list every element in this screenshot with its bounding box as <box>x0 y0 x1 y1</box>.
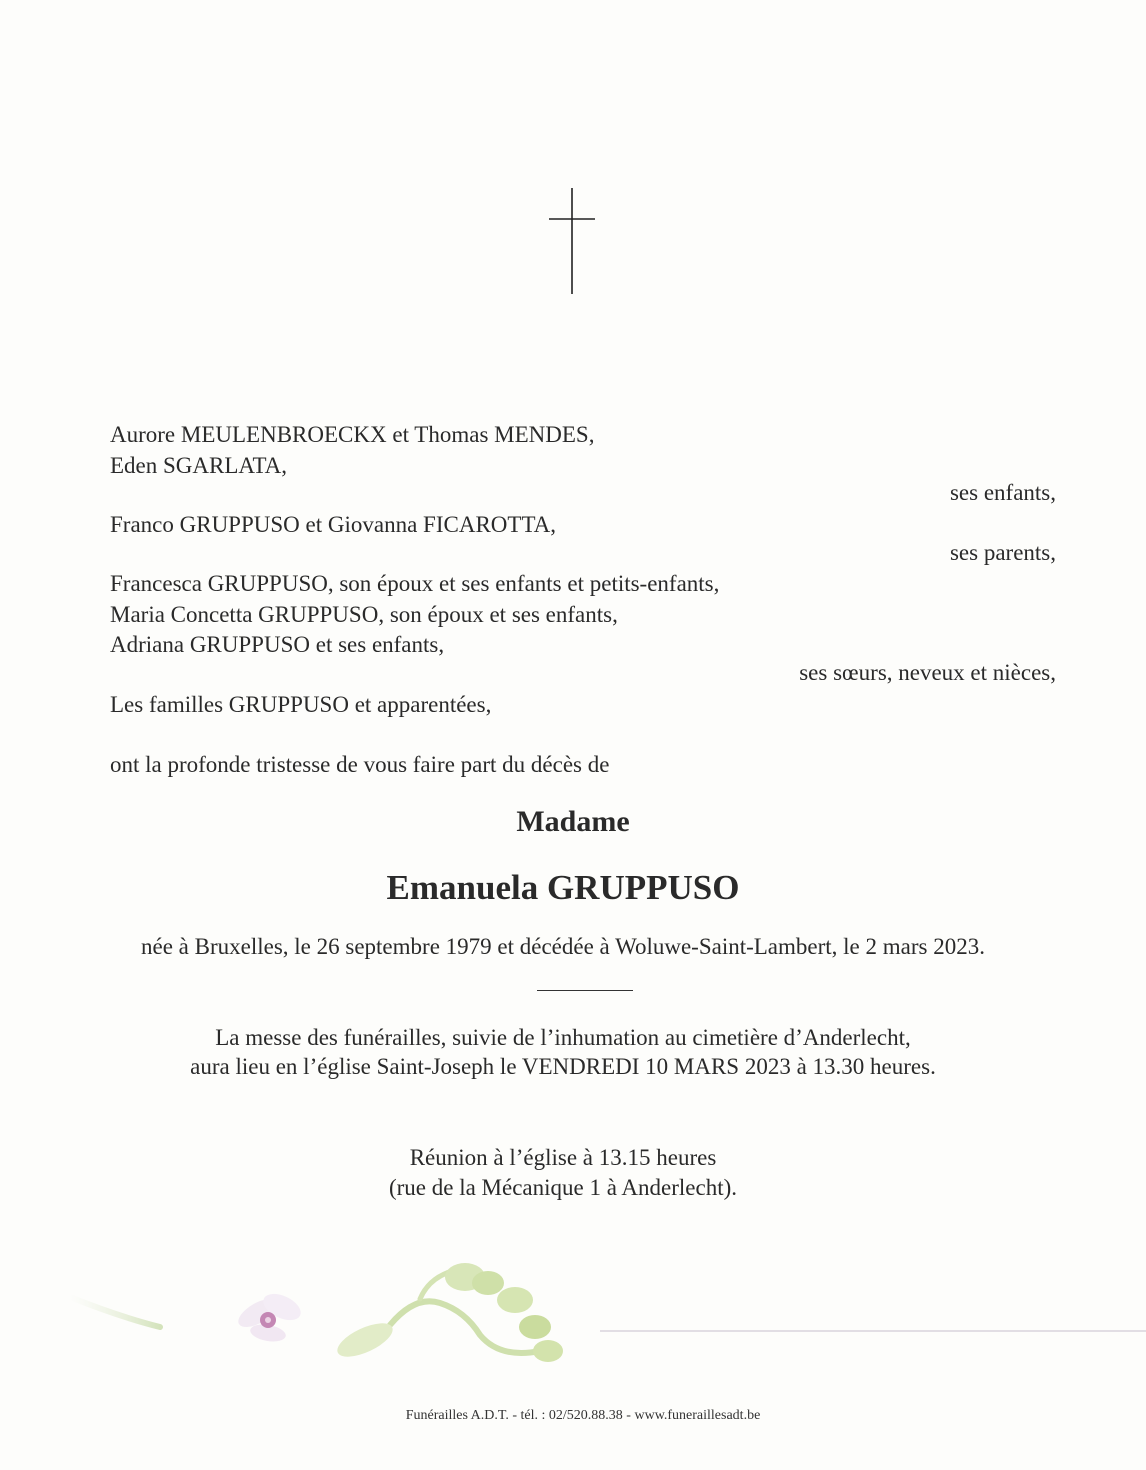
siblings-role: ses sœurs, neveux et nièces, <box>799 660 1056 685</box>
siblings-line-2: Maria Concetta GRUPPUSO, son époux et ses enfants, <box>110 602 618 627</box>
cross-icon <box>549 188 595 294</box>
families-line: Les familles GRUPPUSO et apparentées, <box>110 692 492 717</box>
footer-credits: Funérailles A.D.T. - tél. : 02/520.88.38 - www.funeraillesadt.be <box>405 1408 761 1423</box>
meeting-line-2: (rue de la Mécanique 1 à Anderlecht). <box>388 1175 738 1200</box>
ceremony-line-2: aura lieu en l’église Saint-Joseph le VENDREDI 10 MARS 2023 à 13.30 heures. <box>190 1054 936 1079</box>
children-line-2: Eden SGARLATA, <box>110 453 288 478</box>
meeting-line-1: Réunion à l’église à 13.15 heures <box>409 1145 717 1170</box>
siblings-line-3: Adriana GRUPPUSO et ses enfants, <box>110 632 445 657</box>
orchid-branch-icon <box>60 1255 1146 1375</box>
deceased-title: Madame <box>516 805 630 838</box>
parents-line: Franco GRUPPUSO et Giovanna FICAROTTA, <box>110 512 557 537</box>
siblings-line-1: Francesca GRUPPUSO, son époux et ses enfants et petits-enfants, <box>110 571 720 596</box>
deceased-dates: née à Bruxelles, le 26 septembre 1979 et décédée à Woluwe-Saint-Lambert, le 2 mars 2023. <box>141 934 985 959</box>
parents-role: ses parents, <box>949 540 1056 565</box>
children-role: ses enfants, <box>949 480 1056 505</box>
deceased-name: Emanuela GRUPPUSO <box>386 868 740 907</box>
separator-line <box>537 990 633 991</box>
ceremony-line-1: La messe des funérailles, suivie de l’inhumation au cimetière d’Anderlecht, <box>215 1025 911 1050</box>
announcement: ont la profonde tristesse de vous faire part du décès de <box>110 752 610 777</box>
children-line-1: Aurore MEULENBROECKX et Thomas MENDES, <box>110 422 595 447</box>
